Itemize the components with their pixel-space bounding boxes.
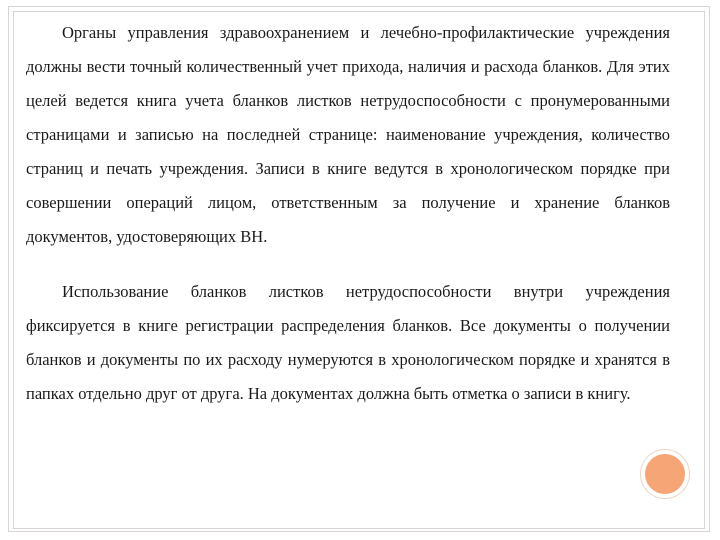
paragraph-2: Использование бланков листков нетрудоспособности внутри учреждения фиксируется в книге регистрации распределения бланков. Все документы о получении бланков и документы по их расходу нумеруются в хронологическом порядке и хранятся в папках отдельно друг от друга. На документах должна быть отметка о записи в книгу.	[26, 282, 670, 403]
paragraph-1: Органы управления здравоохранением и лечебно-профилактические учреждения должны вести точный количественный учет прихода, наличия и расхода бланков. Для этих целей ведется книга учета бланков листков нетрудоспособности с пронумерованными страницами и записью на последней странице: наименование учреждения, количество страниц и печать учреждения. Записи в книге ведутся в хронологическом порядке при совершении операций лицом, ответственным за получение и хранение бланков документов, удостоверяющих ВН.	[26, 23, 670, 246]
decorative-circle-icon	[641, 450, 689, 498]
slide-text-body	[26, 16, 670, 411]
